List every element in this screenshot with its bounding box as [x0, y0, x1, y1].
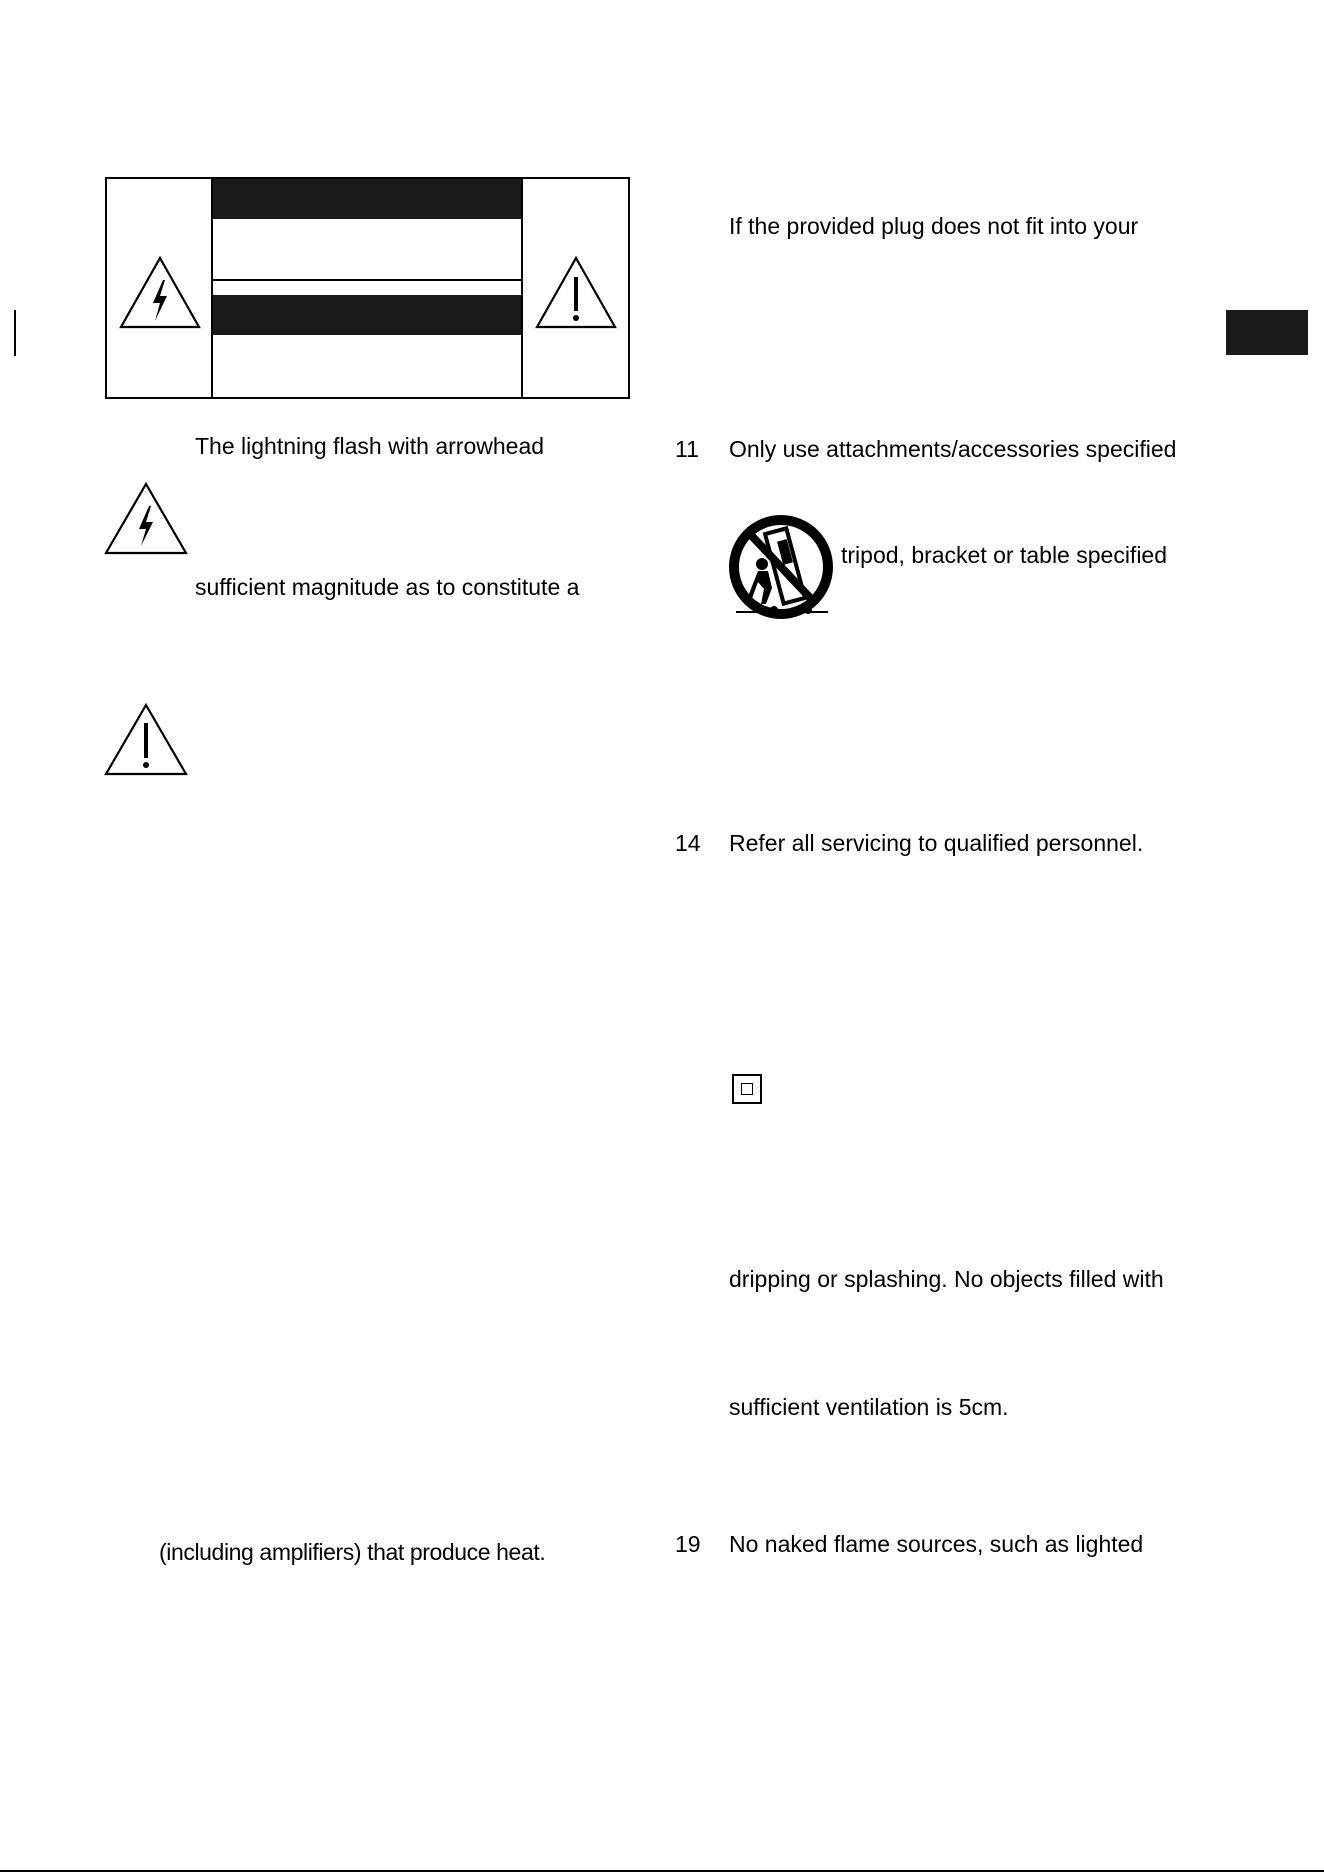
- warning-box-right-cell: [521, 179, 628, 397]
- warning-box-left-cell: [107, 179, 213, 397]
- tripod-instruction-text: tripod, bracket or table specified: [841, 542, 1168, 568]
- margin-crop-mark: [14, 310, 16, 356]
- item-19-text: No naked flame sources, such as lighted: [729, 1531, 1144, 1557]
- cart-tip-over-warning-icon: [728, 512, 838, 624]
- dripping-instruction-text: dripping or splashing. No objects filled with: [729, 1266, 1164, 1292]
- lightning-warning-icon: [118, 255, 202, 331]
- plug-instruction-text: If the provided plug does not fit into your: [729, 213, 1139, 239]
- caution-warning-box: [105, 177, 630, 399]
- warning-box-divider: [213, 279, 521, 281]
- double-insulation-icon: [732, 1074, 762, 1104]
- lightning-warning-icon: [104, 482, 188, 556]
- ventilation-instruction-text: sufficient ventilation is 5cm.: [729, 1394, 1009, 1420]
- item-11-number: 11: [675, 436, 699, 462]
- item-14-number: 14: [675, 830, 701, 856]
- double-insulation-inner-square: [741, 1083, 753, 1095]
- language-side-tab: [1226, 310, 1308, 355]
- warning-box-second-bar: [213, 295, 521, 335]
- exclamation-warning-icon: [534, 255, 618, 331]
- item-19-number: 19: [675, 1531, 701, 1557]
- lightning-description-text: The lightning flash with arrowhead: [195, 433, 545, 459]
- item-11-text: Only use attachments/accessories specified: [729, 436, 1177, 462]
- warning-box-header-bar: [213, 179, 521, 219]
- heat-sources-text: (including amplifiers) that produce heat.: [159, 1539, 546, 1565]
- magnitude-description-text: sufficient magnitude as to constitute a: [195, 574, 580, 600]
- item-14-text: Refer all servicing to qualified personnel.: [729, 830, 1144, 856]
- exclamation-warning-icon: [104, 703, 188, 777]
